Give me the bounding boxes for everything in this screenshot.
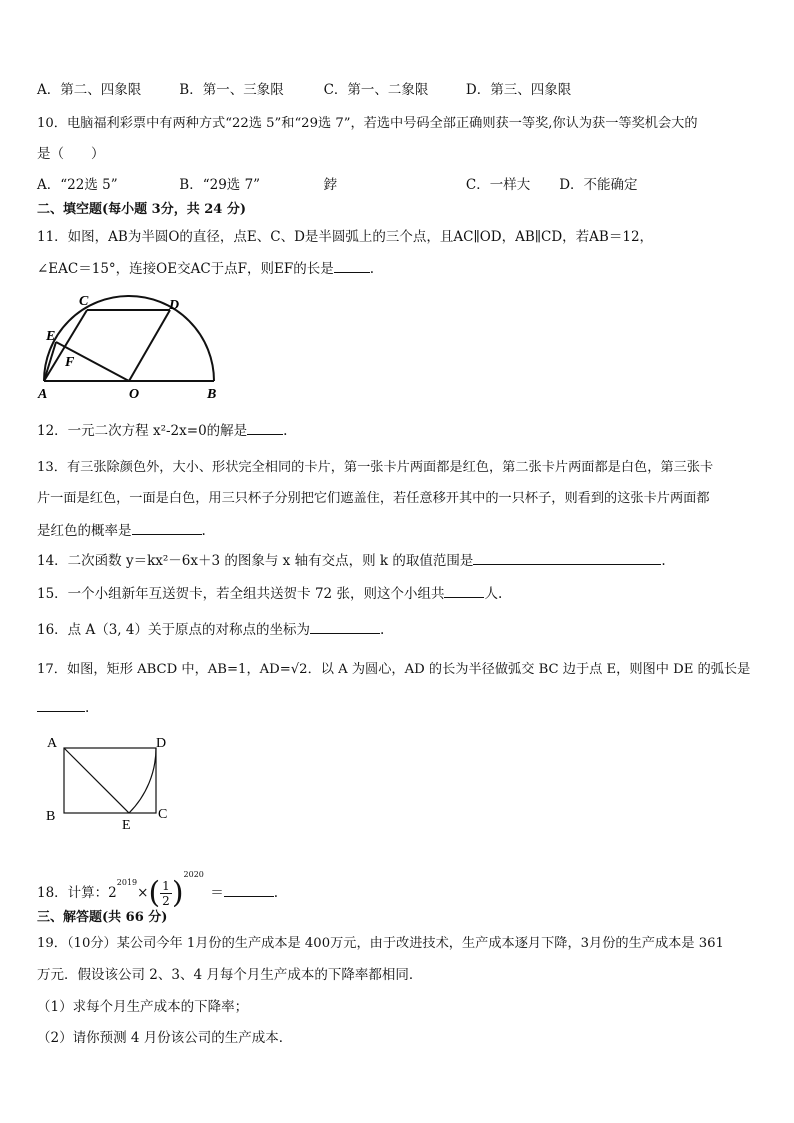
q11-line2 — [37, 258, 374, 279]
q11-answer-blank[interactable] — [334, 258, 370, 273]
q18-fraction — [160, 879, 172, 908]
q15-answer-blank[interactable] — [444, 583, 484, 598]
q18-denominator: 2 — [162, 894, 170, 908]
q15 — [37, 583, 502, 604]
fig11-label-d: D — [169, 298, 180, 313]
fig11-label-e: E — [46, 329, 56, 344]
q12-text: 12．一元二次方程 x²-2x=0的解是 — [37, 423, 248, 439]
q12-answer-blank[interactable] — [247, 420, 283, 435]
q15-text: 15．一个小组新年互送贺卡，若全组共送贺卡 72 张，则这个小组共 — [37, 586, 445, 602]
q13-line3 — [37, 520, 206, 541]
q17-end: . — [85, 700, 90, 716]
q10-option-d: D．不能确定 — [559, 177, 638, 193]
q13-end: . — [201, 523, 206, 539]
q17-line1: 17．如图，矩形 ABCD 中，AB=1，AD=√2．以 A 为圆心，AD 的长为半径做弧交 BC 边于点 E，则图中 DE 的弧长是 — [37, 662, 751, 677]
q18-times: × — [137, 885, 149, 901]
q18 — [37, 855, 278, 913]
fig17-label-c: C — [158, 807, 168, 822]
segment-ac — [44, 310, 87, 381]
q14-text: 14．二次函数 y＝kx²－6x＋3 的图象与 x 轴有交点，则 k 的取值范围是 — [37, 553, 474, 569]
fig11-label-b: B — [207, 387, 217, 402]
q17-answer-blank[interactable] — [37, 697, 85, 712]
q18-right-paren: ) — [171, 875, 184, 911]
section-2-heading: 二、填空题(每小题 3分，共 24 分) — [37, 202, 247, 217]
q16-text: 16．点 A（3, 4）关于原点的对称点的坐标为 — [37, 622, 310, 638]
q13-answer-blank[interactable] — [132, 520, 202, 535]
q11-line2-text: ∠EAC＝15°，连接OE交AC于点F，则EF的长是 — [37, 261, 334, 277]
q11-line1: 11．如图，AB为半圆O的直径，点E、C、D是半圆弧上的三个点，且AC∥OD，AB∥CD，若AB＝12， — [37, 229, 654, 245]
q18-numerator: 1 — [162, 879, 170, 893]
q18-exp1: 2019 — [116, 878, 138, 887]
q10-line2: 是（ ） — [37, 146, 105, 162]
q10-option-a: A．“22选 5” — [37, 177, 118, 193]
fig17-label-d: D — [156, 736, 167, 751]
q15-end: 人. — [484, 586, 503, 602]
q14-end: . — [661, 553, 666, 569]
q13-line1: 13．有三张除颜色外，大小、形状完全相同的卡片，第一张卡片两面都是红色，第二张卡片两面都是白色，第三张卡 — [37, 460, 714, 475]
fig17-label-b: B — [46, 809, 56, 824]
q18-equals: ＝ — [210, 885, 224, 901]
fig11-label-f: F — [65, 355, 75, 370]
q9-options — [37, 80, 571, 100]
q11-figure — [34, 290, 224, 402]
q9-option-d: D．第三、四象限 — [465, 82, 572, 98]
q17-figure — [40, 728, 180, 834]
q12-end: . — [283, 423, 288, 439]
q18-prefix: 18．计算：2 — [37, 885, 117, 901]
fig11-label-a: A — [38, 387, 48, 402]
segment-od — [129, 310, 170, 381]
q17-line2 — [37, 697, 89, 718]
section-3-heading: 三、解答题(共 66 分) — [37, 910, 168, 925]
q18-answer-blank[interactable] — [224, 882, 274, 897]
segment-ae — [64, 748, 129, 813]
q10-option-b: B．“29选 7” — [179, 177, 261, 193]
q19-sub1: （1）求每个月生产成本的下降率； — [37, 999, 249, 1015]
q9-option-a: A．第二、四象限 — [37, 82, 142, 98]
q10-option-c: C．一样大 — [465, 177, 531, 193]
q19-line2: 万元．假设该公司 2、3、4 月每个月生产成本的下降率都相同． — [37, 967, 423, 983]
q18-end: . — [273, 885, 278, 901]
q16 — [37, 619, 384, 640]
q10-stray-char: 鋍 — [323, 177, 338, 193]
q14 — [37, 550, 666, 571]
q16-end: . — [379, 622, 385, 638]
q11-end: . — [369, 261, 375, 277]
q19-line1: 19．（10分）某公司今年 1月份的生产成本是 400万元，由于改进技术，生产成本逐月下降，3月份的生产成本是 361 — [37, 936, 724, 951]
fig17-label-e: E — [122, 818, 131, 833]
q12 — [37, 420, 287, 441]
q10-options — [37, 175, 638, 195]
q9-option-c: C．第一、二象限 — [323, 82, 429, 98]
fig17-label-a: A — [47, 736, 58, 751]
q13-line3-text: 是红色的概率是 — [37, 523, 132, 539]
q10-line1: 10．电脑福利彩票中有两种方式“22选 5”和“29选 7”，若选中号码全部正确则获一等奖,你认为获一等奖机会大的 — [37, 116, 698, 131]
arc-de — [129, 748, 156, 813]
q18-left-paren: ( — [148, 875, 161, 911]
fig11-label-o: O — [129, 387, 140, 402]
q9-option-b: B．第一、三象限 — [179, 82, 284, 98]
q18-exp2: 2020 — [183, 870, 204, 879]
fig11-label-c: C — [79, 294, 89, 309]
q16-answer-blank[interactable] — [310, 619, 380, 634]
rectangle-abcd — [64, 748, 156, 813]
q14-answer-blank[interactable] — [473, 550, 661, 565]
q13-line2: 片一面是红色，一面是白色，用三只杯子分别把它们遮盖住，若任意移开其中的一只杯子，则看到的这张卡片两面都 — [37, 491, 710, 506]
q19-sub2: （2）请你预测 4 月份该公司的生产成本． — [37, 1030, 293, 1046]
